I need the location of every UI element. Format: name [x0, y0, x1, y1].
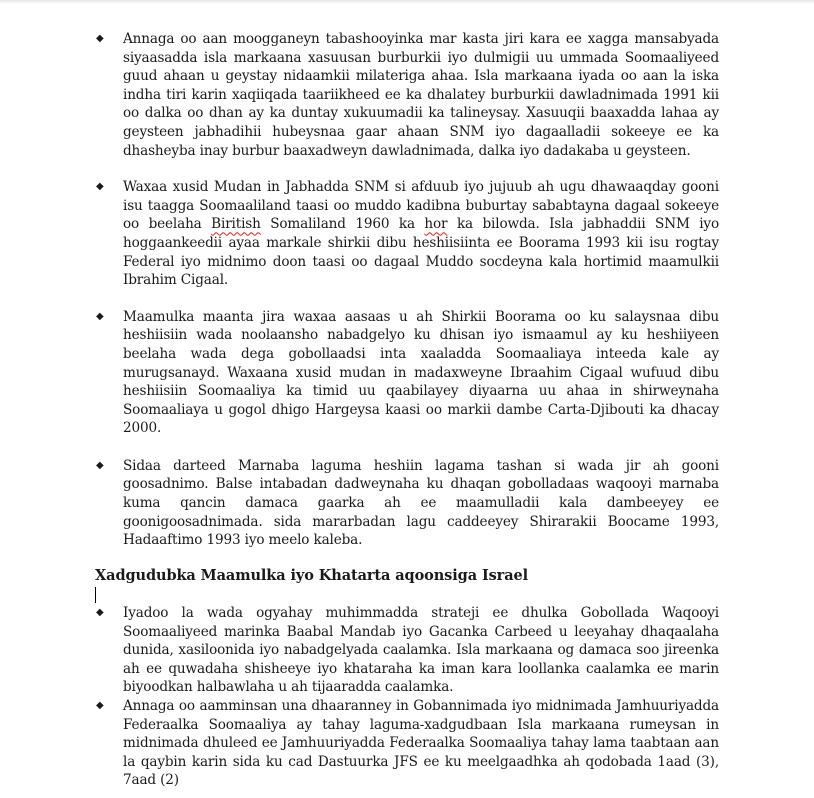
bullet-list-section-1 — [95, 30, 719, 550]
diamond-bullet-icon: ◆ — [96, 699, 104, 711]
list-item[interactable] — [95, 30, 719, 160]
diamond-bullet-icon: ◆ — [96, 310, 104, 322]
paragraph-text: Maamulka maanta jira waxaa aasaas u ah Shirkii Boorama oo ku salaysnaa dibu heshiisiin wada noolaansho nabadgelyo ku dhisan iyo ismaamul ay ku heshiiyeen beelaha wada dega gobollaadsi inta xaaladda Soomaaliaya inteeda kale ay murugsanayd. Waxaana xusid mudan in madaxweyne Ibraahim Cigaal wufuud dibu heshiisiin Soomaaliya ka timid uu qaabilayey diyaarna uu ahaa in shirweynaha Soomaaliaya u gogol dhigo Hargeysa kaasi oo markii dambe Carta-Djibouti ka dhacay 2000. — [123, 308, 719, 437]
list-item[interactable] — [95, 457, 719, 550]
paragraph-text: Annaga oo aan moogganeyn tabashooyinka mar kasta jiri kara ee xagga mansabyada siyaasadda isla markaana xasuusan burburkii iyo dulmigii uu ummada Soomaaliyeed guud ahaan u geystay nidaamkii milateriga ahaa. Isla markaana iyada oo aan la iska indha tiri karin xaqiiqada taariikheed ee ka dhalatey burburkii dawladnimada 1991 kii oo dalka oo dhan ay ka duntay xukuumadii ka talineysay. Xasuuqii baaxadda lahaa ay geysteen jabhadihii hubeysnaa gaar ahaan SNM iyo dagaalladii sokeeye ee ka dhasheyba inay burbur baaxadweyn dawladnimada, dalka iyo dadakaba u geysteen. — [123, 31, 719, 159]
paragraph-text: Sidaa darteed Marnaba laguma heshiin lagama tashan si wada jir ah gooni goosadnimo. Balse intabadan dadweynaha ku dhaqan gobolladaas waqooyi marnaba kuma qancin damaca gaarka ah ee maamulladii kala dambeeyey ee goonigoosadnimada. sida mararbadan lagu caddeeyey Shirarakii Boocame 1993, Hadaaftimo 1993 iyo meelo kaleba. — [123, 457, 719, 549]
diamond-bullet-icon: ◆ — [96, 33, 104, 44]
list-item[interactable] — [95, 178, 719, 290]
list-item[interactable] — [95, 604, 719, 697]
spellcheck-flagged-word[interactable]: hor — [424, 216, 448, 233]
diamond-bullet-icon: ◆ — [96, 181, 104, 193]
paragraph-text: Iyadoo la wada ogyahay muhimmadda strateji ee dhulka Gobollada Waqooyi Soomaaliyeed marinka Baabal Mandab iyo Gacanka Carbeed u leeyahay dhaqaalaha dunida, xasiloonida iyo nabadgelyada caalamka. Isla markaana og damaca soo jireenka ah ee quwadaha shisheeye iyo khataraha ka iman kara loollanka caalamka ee marin biyoodkan halbawlaha u ah tijaaradda caalamka. — [123, 605, 719, 696]
list-item[interactable] — [95, 308, 719, 438]
paragraph-text-end: ka bilowda. Isla jabhaddii SNM iyo hoggaankeedii ayaa markale shirkii dibu heshiisiinta ee Boorama 1993 kii isu rogtay Federal iyo midnimo doon taasi oo dagaal Muddo socdeyna kala hortimid maamulkii Ibrahim Cigaal. — [123, 216, 719, 289]
paragraph-text: Annaga oo aamminsan una dhaaranney in Gobannimada iyo midnimada Jamhuuriyadda Federaalka Soomaaliya ay tahay laguma-xadgudbaan Isla markaana rumeysan in midnimada dhuleed ee Jamhuuriyadda Federaalka Soomaaliya tahay lama taabtaan aan la qaybin karin sida ku cad Dastuurka JFS ee ku meelgaadhka ah qodobada 1aad (3), 7aad (2) — [123, 697, 719, 789]
paragraph-text-middle: Somaliland 1960 ka — [260, 216, 425, 233]
section-heading: Xadgudubka Maamulka iyo Khatarta aqoonsiga Israel — [95, 567, 529, 584]
paragraph-text-start: Waxaa xusid Mudan in Jabhadda SNM si afduub iyo jujuub ah ugu dhawaaqday gooni isu taagga Soomaaliland taasi oo muddo kadibna buburtay sababtayna dagaal sokeeye oo beelaha — [123, 179, 719, 233]
list-item[interactable] — [95, 697, 719, 790]
diamond-bullet-icon: ◆ — [96, 459, 104, 471]
text-cursor — [95, 587, 96, 603]
spellcheck-flagged-word[interactable]: Biritish — [211, 216, 261, 233]
diamond-bullet-icon: ◆ — [96, 607, 104, 618]
bullet-list-section-2 — [95, 604, 719, 790]
